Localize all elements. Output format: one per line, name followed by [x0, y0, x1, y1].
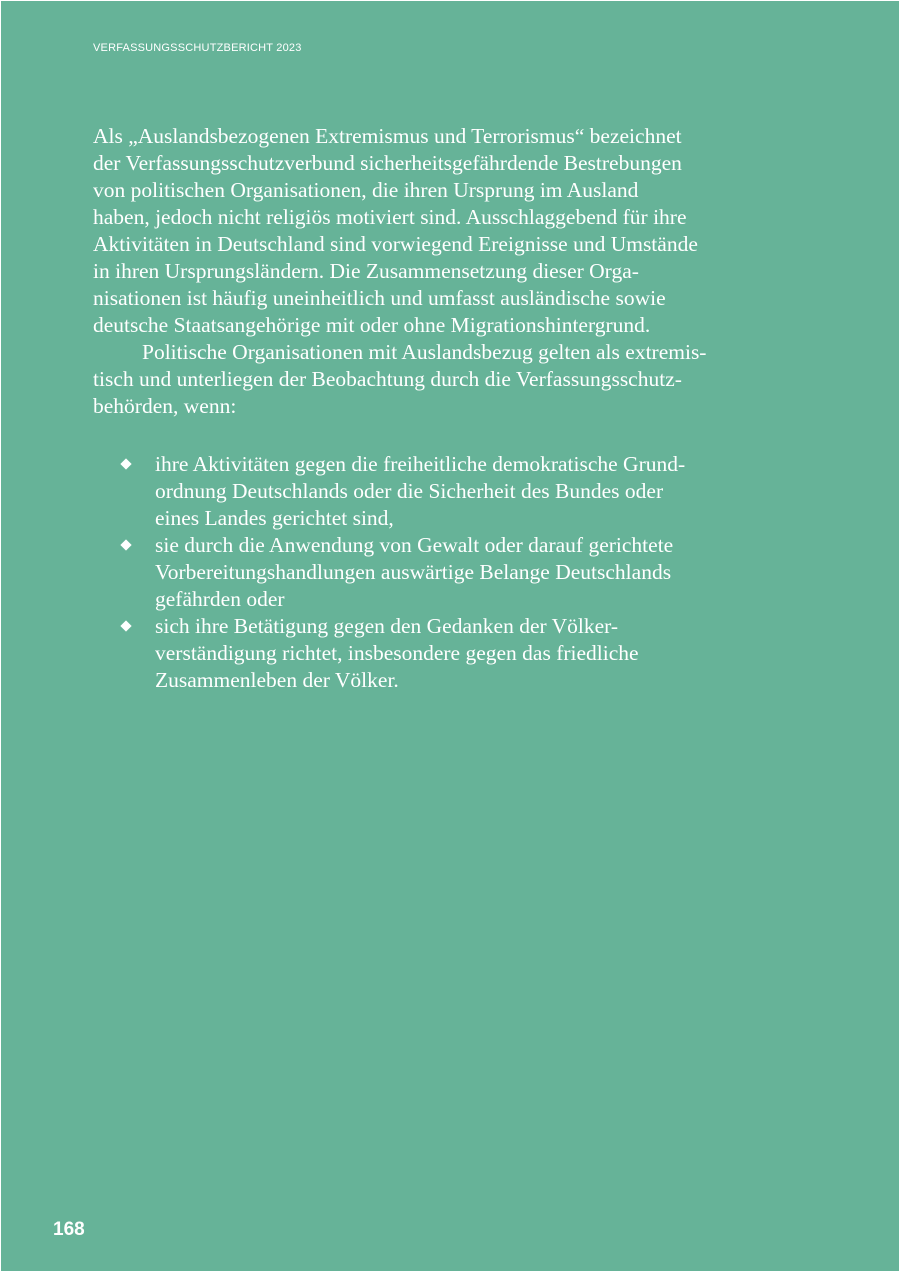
- text-line: verständigung richtet, insbesondere gegen das friedliche: [155, 641, 639, 665]
- text-line: in ihren Ursprungsländern. Die Zusammensetzung dieser Orga-: [93, 259, 639, 283]
- text-line: deutsche Staatsangehörige mit oder ohne Migrationshintergrund.: [93, 313, 651, 337]
- text-line: sich ihre Betätigung gegen den Gedanken der Völker-: [155, 614, 619, 638]
- text-line: tisch und unterliegen der Beobachtung durch die Verfassungsschutz-: [93, 367, 682, 391]
- text-line: Vorbereitungshandlungen auswärtige Belange Deutschlands: [155, 560, 672, 584]
- text-line: eines Landes gerichtet sind,: [155, 506, 394, 530]
- list-item: [93, 532, 761, 613]
- text-line: gefährden oder: [155, 587, 285, 611]
- text-line: Als „Auslandsbezogenen Extremismus und Terrorismus“ bezeichnet: [93, 124, 682, 148]
- list-item: [93, 451, 761, 532]
- text-line: Aktivitäten in Deutschland sind vorwiegend Ereignisse und Umstände: [93, 232, 698, 256]
- list-item: [93, 613, 761, 694]
- text-line: von politischen Organisationen, die ihren Ursprung im Ausland: [93, 178, 639, 202]
- diamond-icon: [120, 458, 131, 469]
- text-line: ordnung Deutschlands oder die Sicherheit des Bundes oder: [155, 479, 664, 503]
- diamond-icon: [120, 539, 131, 550]
- text-line: behörden, wenn:: [93, 394, 237, 418]
- text-line: sie durch die Anwendung von Gewalt oder darauf gerichtete: [155, 533, 674, 557]
- text-line: haben, jedoch nicht religiös motiviert sind. Ausschlaggebend für ihre: [93, 205, 687, 229]
- document-page: [1, 1, 899, 1271]
- page-number: 168: [53, 1219, 85, 1240]
- body-text: [93, 123, 761, 420]
- text-line: ihre Aktivitäten gegen die freiheitliche demokratische Grund-: [155, 452, 686, 476]
- paragraph-intro: [93, 123, 761, 339]
- text-line: nisationen ist häufig uneinheitlich und umfasst ausländische sowie: [93, 286, 666, 310]
- diamond-icon: [120, 620, 131, 631]
- paragraph-criteria: [93, 339, 761, 420]
- text-line: Politische Organisationen mit Auslandsbezug gelten als extremis-: [142, 340, 707, 364]
- running-header: VERFASSUNGSSCHUTZBERICHT 2023: [93, 42, 302, 54]
- criteria-list: [93, 451, 761, 694]
- text-line: der Verfassungsschutzverbund sicherheitsgefährdende Bestrebungen: [93, 151, 682, 175]
- text-line: Zusammenleben der Völker.: [155, 668, 399, 692]
